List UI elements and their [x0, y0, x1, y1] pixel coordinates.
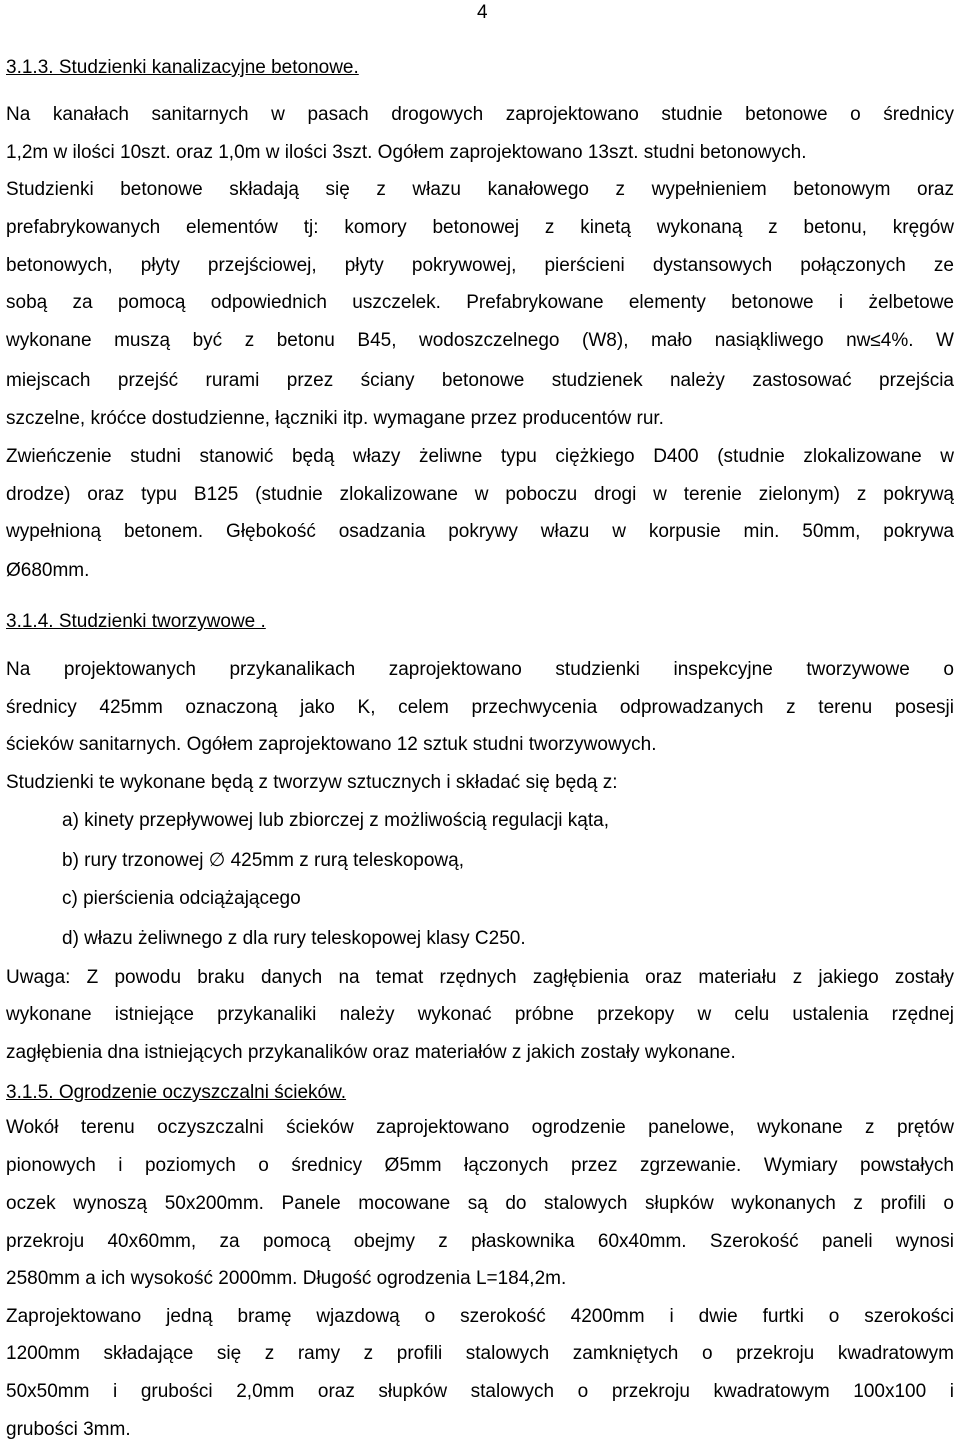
text-line [6, 484, 954, 506]
line-text: Zaprojektowano jedną bramę wjazdową o szerokość 4200mm i dwie furtki o szerokości [6, 1306, 954, 1327]
line-text: ścieków sanitarnych. Ogółem zaprojektowano 12 sztuk studni tworzywowych. [6, 734, 657, 755]
text-line [6, 1004, 954, 1026]
text-line [6, 142, 954, 164]
text-line [6, 1306, 954, 1328]
line-text: Uwaga: Z powodu braku danych na temat rzędnych zagłębienia oraz materiału z jakiego zostały [6, 967, 954, 988]
line-text: Ø680mm. [6, 560, 90, 581]
line-text: prefabrykowanych elementów tj: komory betonowej z kinetą wykonaną z betonu, kręgów [6, 217, 954, 238]
text-line [6, 330, 954, 352]
text-line [6, 560, 954, 582]
text-line [6, 446, 954, 468]
line-text: Wokół terenu oczyszczalni ścieków zaprojektowano ogrodzenie panelowe, wykonane z prętów [6, 1117, 954, 1138]
text-line [6, 370, 954, 392]
text-line [6, 1381, 954, 1403]
line-text: betonowych, płyty przejściowej, płyty pokrywowej, pierścieni dystansowych połączonych ze [6, 255, 954, 276]
line-text: b) rury trzonowej ∅ 425mm z rurą teleskopową, [62, 850, 464, 871]
line-text: 50x50mm i grubości 2,0mm oraz słupków stalowych o przekroju kwadratowym 100x100 i [6, 1381, 954, 1402]
line-text: oczek wynoszą 50x200mm. Panele mocowane są do stalowych słupków wykonanych z profili o [6, 1193, 954, 1214]
list-item [62, 810, 954, 832]
text-line [6, 292, 954, 314]
line-text: wykonane istniejące przykanaliki należy wykonać próbne przekopy w celu ustalenia rzędnej [6, 1004, 954, 1025]
text-line [6, 104, 954, 126]
line-text: wykonane muszą być z betonu B45, wodoszczelnego (W8), mało nasiąkliwego nw≤4%. W [6, 330, 954, 351]
text-line [6, 255, 954, 277]
line-text: Zwieńczenie studni stanowić będą włazy żeliwne typu ciężkiego D400 (studnie zlokalizowane w [6, 446, 954, 467]
line-text: Studzienki te wykonane będą z tworzyw sztucznych i składać się będą z: [6, 772, 618, 793]
list-item [62, 888, 954, 910]
list-item [62, 850, 954, 872]
line-text: a) kinety przepływowej lub zbiorczej z możliwością regulacji kąta, [62, 810, 609, 831]
text-line [6, 734, 954, 756]
page-number: 4 [477, 2, 488, 23]
text-line [6, 1117, 954, 1139]
line-text: 3.1.3. Studzienki kanalizacyjne betonowe. [6, 57, 359, 78]
text-line [6, 1419, 954, 1441]
line-text: sobą za pomocą odpowiednich uszczelek. Prefabrykowane elementy betonowe i żelbetowe [6, 292, 954, 313]
text-line [6, 1042, 954, 1064]
line-text: d) włazu żeliwnego z dla rury teleskopowej klasy C250. [62, 928, 526, 949]
line-text: drodze) oraz typu B125 (studnie zlokalizowane w poboczu drogi w terenie zielonym) z pokrywą [6, 484, 954, 505]
text-line [6, 1155, 954, 1177]
text-line [6, 179, 954, 201]
text-line [6, 1343, 954, 1365]
line-text: 3.1.5. Ogrodzenie oczyszczalni ścieków. [6, 1082, 347, 1103]
line-text: średnicy 425mm oznaczoną jako K, celem przechwycenia odprowadzanych z terenu posesji [6, 697, 954, 718]
text-line [6, 408, 954, 430]
section-heading [6, 1082, 954, 1104]
text-line [6, 659, 954, 681]
line-text: Na kanałach sanitarnych w pasach drogowych zaprojektowano studnie betonowe o średnicy [6, 104, 954, 125]
text-line [6, 217, 954, 239]
text-line [6, 1193, 954, 1215]
line-text: 2580mm a ich wysokość 2000mm. Długość ogrodzenia L=184,2m. [6, 1268, 567, 1289]
line-text: wypełnioną betonem. Głębokość osadzania pokrywy włazu w korpusie min. 50mm, pokrywa [6, 521, 954, 542]
line-text: c) pierścienia odciążającego [62, 888, 301, 909]
text-line [6, 772, 954, 794]
text-line [6, 697, 954, 719]
text-line [6, 967, 954, 989]
line-text: 3.1.4. Studzienki tworzywowe . [6, 611, 266, 632]
list-item [62, 928, 954, 950]
line-text: 1,2m w ilości 10szt. oraz 1,0m w ilości 3szt. Ogółem zaprojektowano 13szt. studni betonowych. [6, 142, 807, 163]
section-heading [6, 57, 954, 79]
line-text: Na projektowanych przykanalikach zaprojektowano studzienki inspekcyjne tworzywowe o [6, 659, 954, 680]
line-text: 1200mm składające się z ramy z profili stalowych zamkniętych o przekroju kwadratowym [6, 1343, 954, 1364]
line-text: grubości 3mm. [6, 1419, 131, 1440]
line-text: szczelne, króćce dostudzienne, łączniki itp. wymagane przez producentów rur. [6, 408, 664, 429]
line-text: pionowych i poziomych o średnicy Ø5mm łączonych przez zgrzewanie. Wymiary powstałych [6, 1155, 954, 1176]
section-heading [6, 611, 954, 633]
text-line [6, 521, 954, 543]
line-text: miejscach przejść rurami przez ściany betonowe studzienek należy zastosować przejścia [6, 370, 954, 391]
line-text: Studzienki betonowe składają się z włazu kanałowego z wypełnieniem betonowym oraz [6, 179, 954, 200]
line-text: przekroju 40x60mm, za pomocą obejmy z płaskownika 60x40mm. Szerokość paneli wynosi [6, 1231, 954, 1252]
text-line [6, 1268, 954, 1290]
line-text: zagłębienia dna istniejących przykanalików oraz materiałów z jakich zostały wykonane. [6, 1042, 736, 1063]
text-line [6, 1231, 954, 1253]
